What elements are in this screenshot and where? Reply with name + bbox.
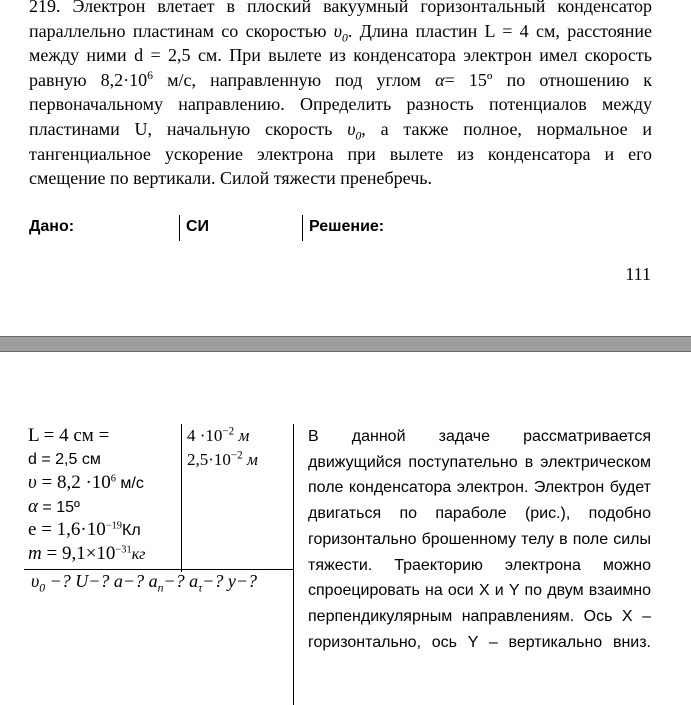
page-number: 111 — [625, 264, 651, 284]
find-divider — [24, 569, 294, 570]
given-e: $e = 1,6\cdot 10^{-19}Кл$ — [28, 519, 141, 540]
table-header — [0, 215, 691, 241]
si-header: СИ — [186, 218, 210, 235]
problem-statement: 219. Электрон влетает в плоский вакуумный горизонтальный конденсатор параллельно пластинам со скоростью $\upsilon_0$. Длина пластин L = 4 см, расстояние между ними d = 2,5 см. При вылете из конденсатора электрон имел скорость равную $8,2\cdot 10^6$ м/с, направленную под углом α= 15º по отношению к первоначальному направлению. Определить разность потенциалов между пластинами U, начальную скорость $\upsilon_0$, а также полное, нормальное и тангенциальное ускорение электрона при вылете из конденсатора и его смещение по вертикали. Силой тяжести пренебречь. — [29, 0, 652, 191]
given-d: d = 2,5 см — [28, 450, 101, 468]
solution-text: В данной задаче рассматривается движущийся поступательно в электрическом поле конденсатора электрон. Электрон будет двигаться по параболе (рис.), подобно горизонтально брошенному телу в поле силы тяжести. Траекторию электрона можно спроецировать на оси X и Y по двум взаимно перпендикулярным направлениям. Ось X – горизонтально, ось Y – вертикально вниз. — [308, 428, 651, 651]
alpha-symbol: α — [435, 69, 445, 90]
header-divider — [302, 215, 303, 241]
column-divider — [293, 424, 294, 705]
header-divider — [179, 215, 180, 241]
si-d: $2,5\cdot 10^{-2}$ м — [187, 448, 258, 469]
column-divider — [181, 424, 182, 572]
si-column — [187, 424, 258, 471]
v0-symbol: $\upsilon_0$ — [333, 20, 348, 45]
given-L: L = 4 см = — [28, 425, 110, 446]
given-m: $m = 9,1\times 10^{-31}кг$ — [28, 542, 146, 564]
page-gap — [0, 336, 691, 352]
given-column — [28, 424, 180, 565]
problem-number: 219. — [29, 0, 61, 16]
given-v: $\upsilon = 8,2 \cdot 10^6$ м/с — [28, 472, 144, 493]
find-row: $\upsilon_0$ −? U−? a−? $a_n-$? $a_\tau-$? y−? — [31, 571, 258, 595]
given-alpha: α = 15º — [28, 495, 80, 517]
si-L: $4 \cdot 10^{-2}$ м — [187, 425, 250, 445]
page-top — [0, 0, 691, 336]
given-header: Дано: — [29, 218, 75, 235]
solution-header: Решение: — [309, 218, 385, 235]
